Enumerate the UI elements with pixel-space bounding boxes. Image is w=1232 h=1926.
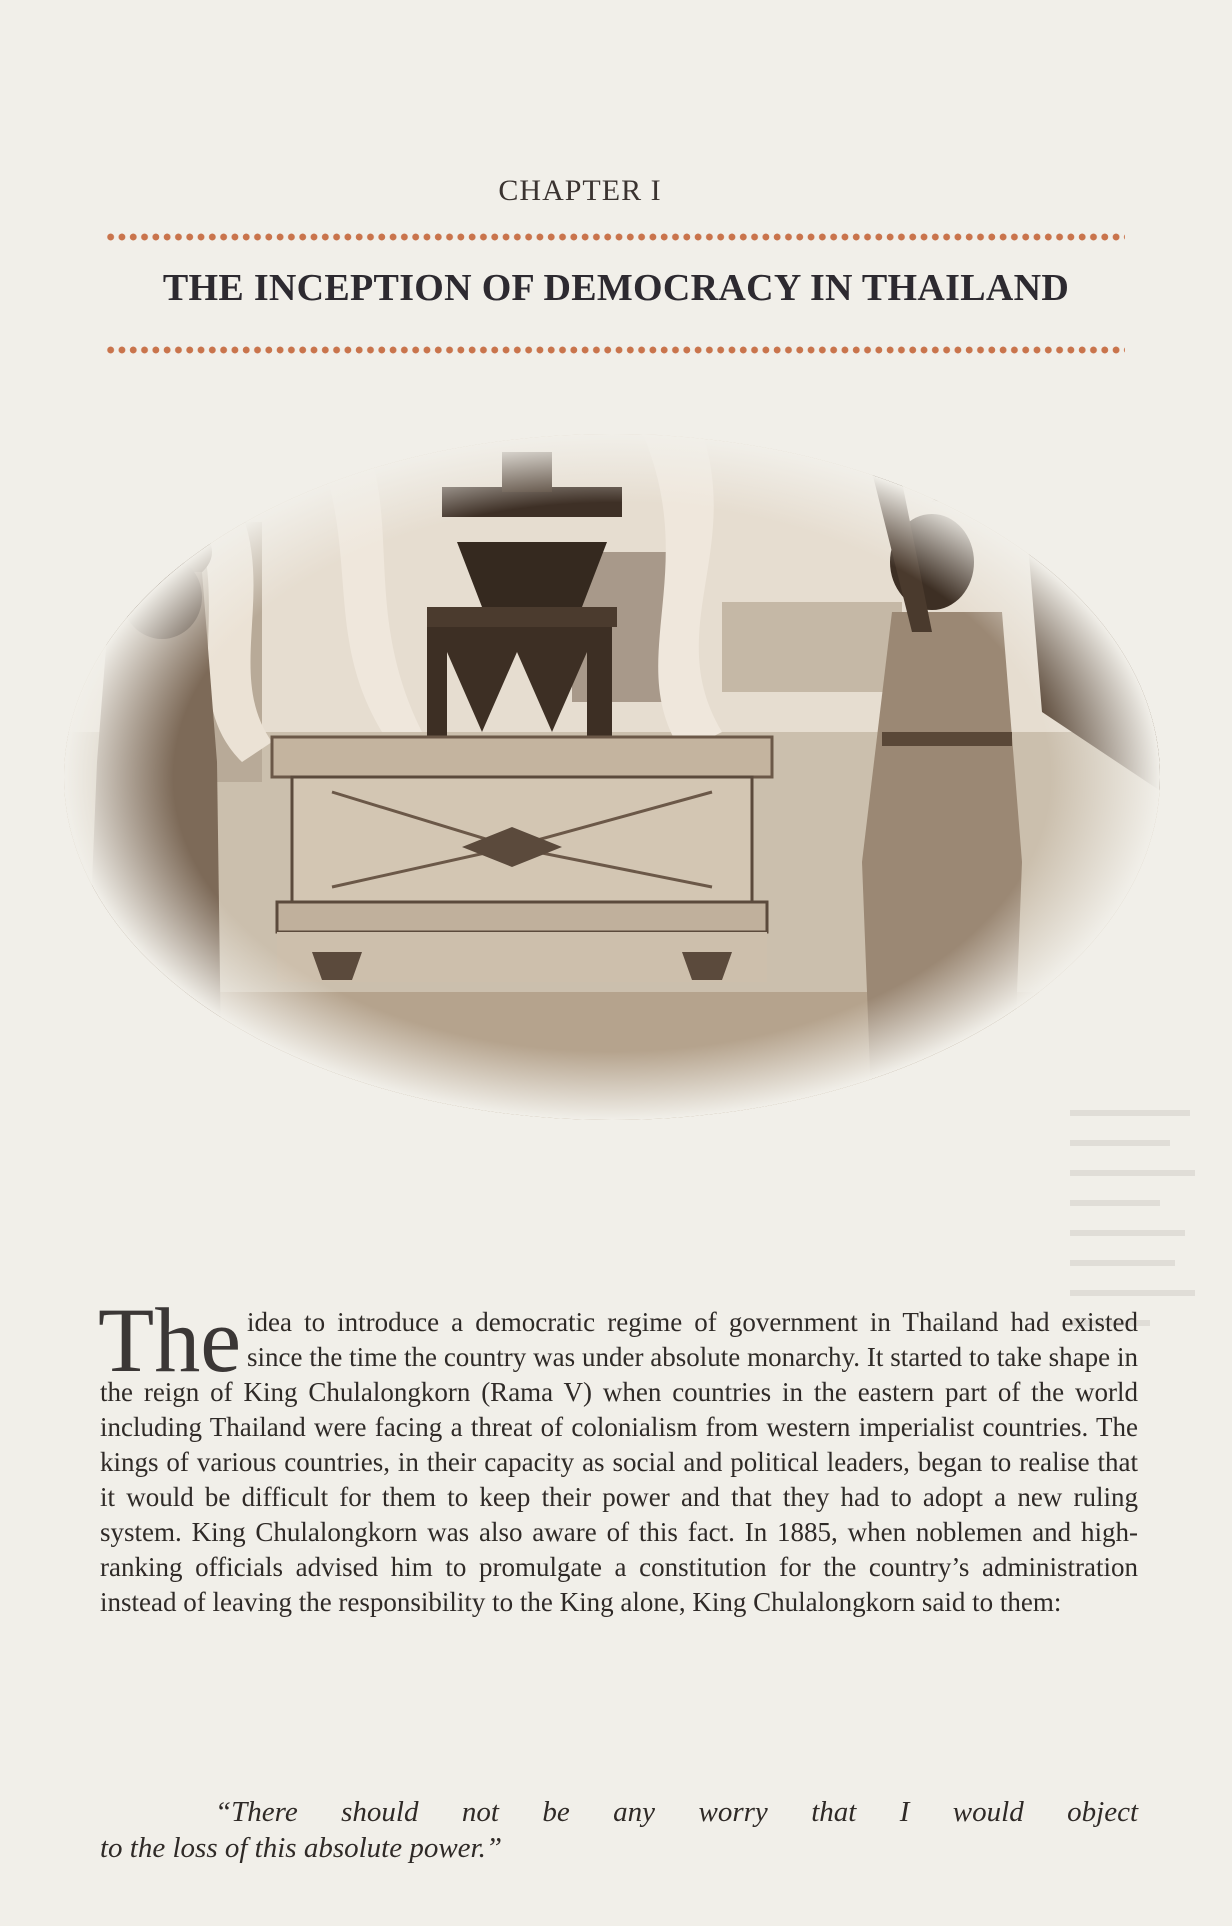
body-paragraph [98, 1289, 1138, 1620]
paragraph-text: idea to introduce a democratic regime of government in Thailand had existed since the time the country was under absolute monarchy. It started to take shape in the reign of King Chulalongkorn (Rama V) when countries in the eastern part of the world including Thailand were facing a threat of colonialism from western imperialist countries. The kings of various countries, in their capacity as social and political leaders, began to realise that it would be difficult for them to keep their power and that they had to adopt a new ruling system. King Chulalongkorn was also aware of this fact. In 1885, when noblemen and high-ranking officials advised him to promulgate a constitution for the country’s administration instead of leaving the responsibility to the King alone, King Chulalongkorn said to them: [100, 1307, 1138, 1617]
chapter-label: CHAPTER I [498, 174, 662, 207]
quote-line-2: to the loss of this absolute power.” [100, 1832, 503, 1864]
quotation [100, 1794, 1138, 1866]
dotted-divider-top [105, 230, 1125, 244]
chapter-title: THE INCEPTION OF DEMOCRACY IN THAILAND [162, 267, 1070, 309]
vignette-photo [62, 432, 1162, 1122]
dropcap-word: The [98, 1289, 242, 1391]
quote-line-1: “There should not be any worry that I would object [215, 1796, 1138, 1828]
ceremonial-photo-icon [62, 432, 1162, 1122]
dotted-divider-bottom [105, 343, 1125, 357]
